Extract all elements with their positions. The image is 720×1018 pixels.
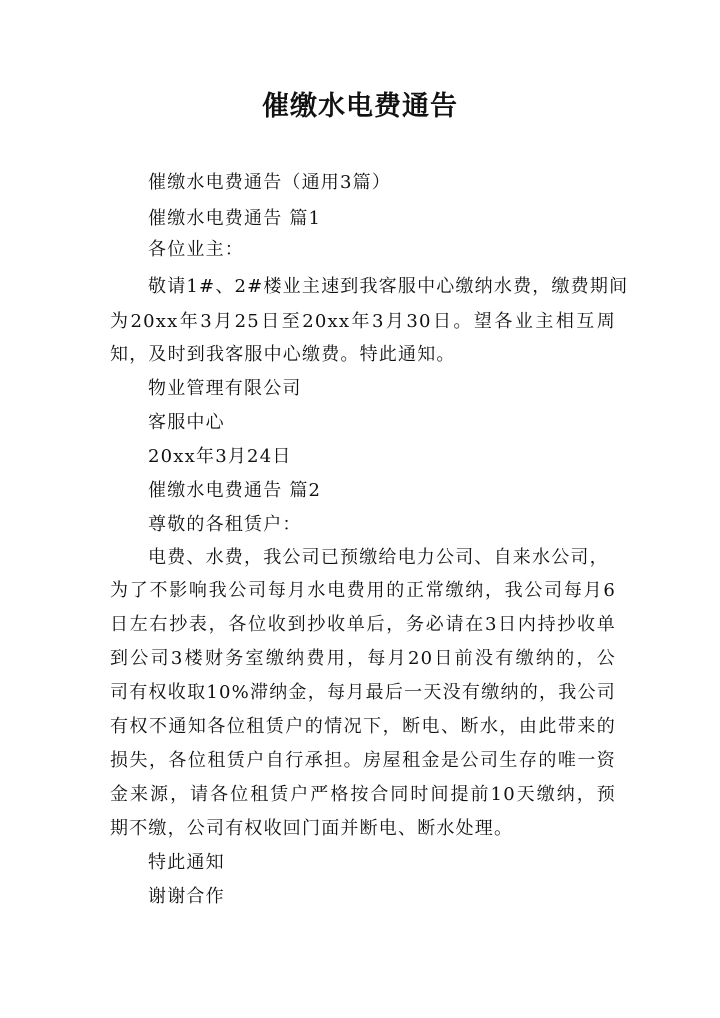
paragraph-line: 为20xx年3月25日至20xx年3月30日。望各业主相互周 [110,311,616,332]
signature-department: 客服中心 [148,412,225,433]
salutation-2: 尊敬的各租赁户： [148,514,302,535]
paragraph-line: 到公司3楼财务室缴纳费用，每月20日前没有缴纳的，公 [110,648,616,669]
signature-company: 物业管理有限公司 [148,378,302,399]
closing-notice: 特此通知 [148,852,225,873]
paragraph-line: 期不缴，公司有权收回门面并断电、断水处理。 [110,818,514,839]
salutation-1: 各位业主： [148,239,244,260]
closing-thanks: 谢谢合作 [148,886,225,907]
paragraph-line: 金来源，请各位租赁户严格按合同时间提前10天缴纳，预 [110,784,616,805]
paragraph-line: 日左右抄表，各位收到抄收单后，务必请在3日内持抄收单 [110,614,616,635]
paragraph-line: 敬请1#、2#楼业主速到我客服中心缴纳水费，缴费期间 [148,276,629,297]
subtitle-line: 催缴水电费通告（通用3篇） [148,172,392,193]
signature-date: 20xx年3月24日 [148,446,292,467]
section-heading-1: 催缴水电费通告 篇1 [148,208,322,229]
paragraph-line: 损失，各位租赁户自行承担。房屋租金是公司生存的唯一资 [110,750,616,771]
paragraph-line: 知，及时到我客服中心缴费。特此通知。 [110,344,456,365]
paragraph-line: 有权不通知各位租赁户的情况下，断电、断水，由此带来的 [110,716,616,737]
paragraph-line: 司有权收取10%滞纳金，每月最后一天没有缴纳的，我公司 [110,682,616,703]
document-title: 催缴水电费通告 [262,91,458,122]
section-heading-2: 催缴水电费通告 篇2 [148,480,322,501]
paragraph-line: 为了不影响我公司每月水电费用的正常缴纳，我公司每月6 [110,580,616,601]
paragraph-line: 电费、水费，我公司已预缴给电力公司、自来水公司， [148,547,609,568]
